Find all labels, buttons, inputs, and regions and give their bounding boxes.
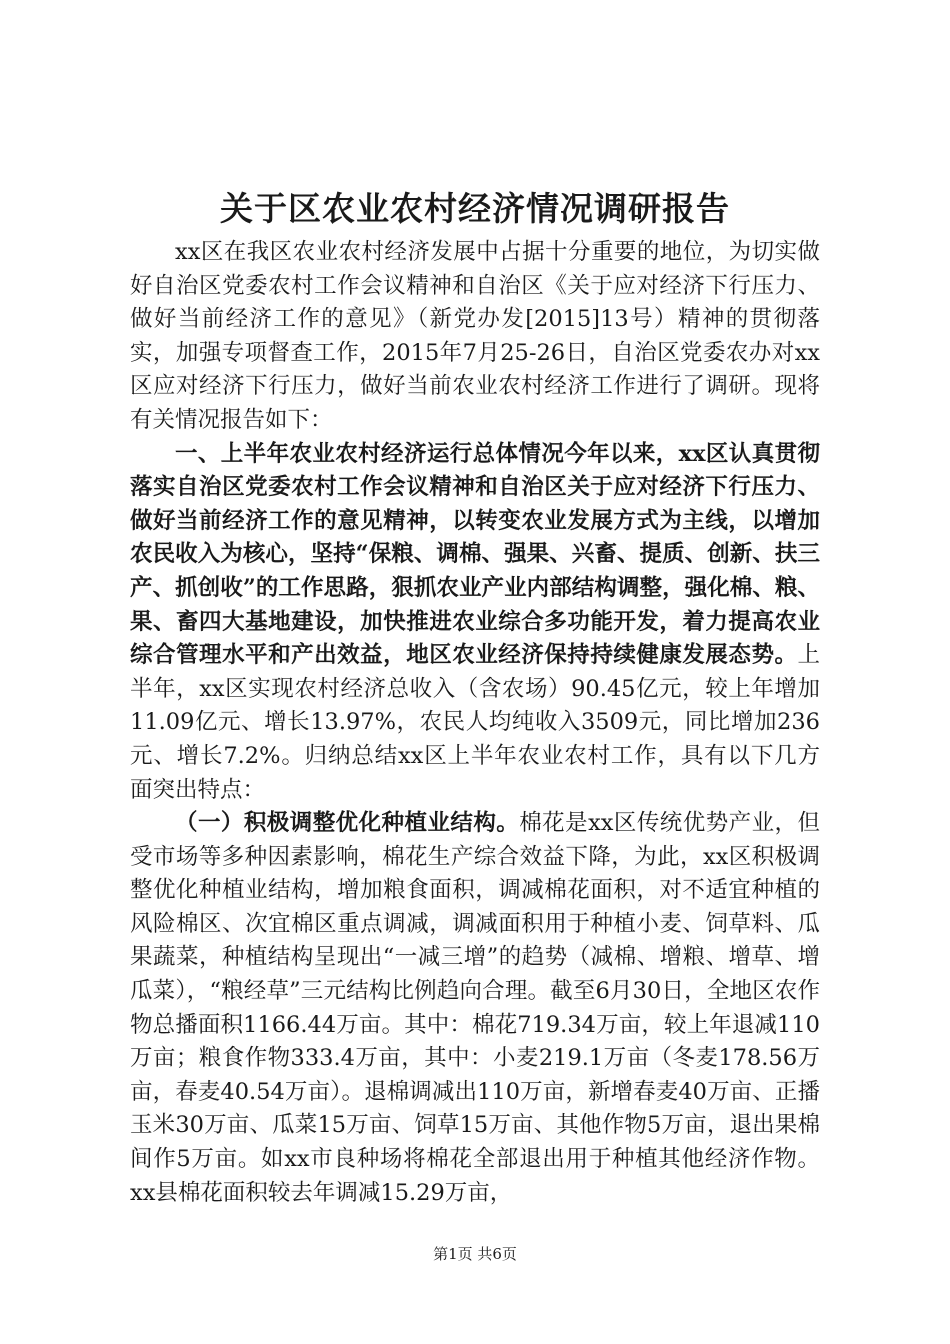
document-body [130, 236, 820, 1210]
paragraph-intro [130, 236, 820, 438]
section-one-text: 上半年，xx区实现农村经济总收入（含农场）90.45亿元，较上年增加11.09亿元、增长13.97%，农民人均纯收入3509元，同比增加236元、增长7.2%。归纳总结xx区上半年农业农村工作，具有以下几方面突出特点： [130, 642, 820, 803]
page-footer: 第1页 共6页 [433, 1245, 517, 1263]
section-one-heading: 一、上半年农业农村经济运行总体情况今年以来，xx区认真贯彻落实自治区党委农村工作会议精神和自治区关于应对经济下行压力、做好当前经济工作的意见精神，以转变农业发展方式为主线，以增加农民收入为核心，坚持“保粮、调棉、强果、兴畜、提质、创新、扶三产、抓创收”的工作思路，狠抓农业产业内部结构调整，强化棉、粮、果、畜四大基地建设，加快推进农业综合多功能开发，着力提高农业综合管理水平和产出效益，地区农业经济保持持续健康发展态势。 [130, 440, 820, 669]
document-title: 关于区农业农村经济情况调研报告 [220, 189, 730, 228]
subsection-one-text: 棉花是xx区传统优势产业，但受市场等多种因素影响，棉花生产综合效益下降，为此，xx区积极调整优化种植业结构，增加粮食面积，调减棉花面积，对不适宜种植的风险棉区、次宜棉区重点调减，调减面积用于种植小麦、饲草料、瓜果蔬菜，种植结构呈现出“一减三增”的趋势（减棉、增粮、增草、增瓜菜），“粮经草”三元结构比例趋向合理。截至6月30日，全地区农作物总播面积1166.44万亩。其中：棉花719.34万亩，较上年退减110万亩；粮食作物333.4万亩，其中：小麦219.1万亩（冬麦178.56万亩，春麦40.54万亩）。退棉调减出110万亩，新增春麦40万亩、正播玉米30万亩、瓜菜15万亩、饲草15万亩、其他作物5万亩，退出果棉间作5万亩。如xx市良种场将棉花全部退出用于种植其他经济作物。xx县棉花面积较去年调减15.29万亩， [130, 810, 820, 1206]
paragraph-intro-text: xx区在我区农业农村经济发展中占据十分重要的地位，为切实做好自治区党委农村工作会议精神和自治区《关于应对经济下行压力、做好当前经济工作的意见》（新党办发[2015]13号）精神的贯彻落实，加强专项督查工作，2015年7月25-26日，自治区党委农办对xx区应对经济下行压力，做好当前农业农村经济工作进行了调研。现将有关情况报告如下： [130, 239, 820, 433]
paragraph-section-one [130, 438, 820, 808]
subsection-one-heading: （一）积极调整优化种植业结构。 [175, 810, 520, 837]
paragraph-subsection-one [130, 807, 820, 1210]
